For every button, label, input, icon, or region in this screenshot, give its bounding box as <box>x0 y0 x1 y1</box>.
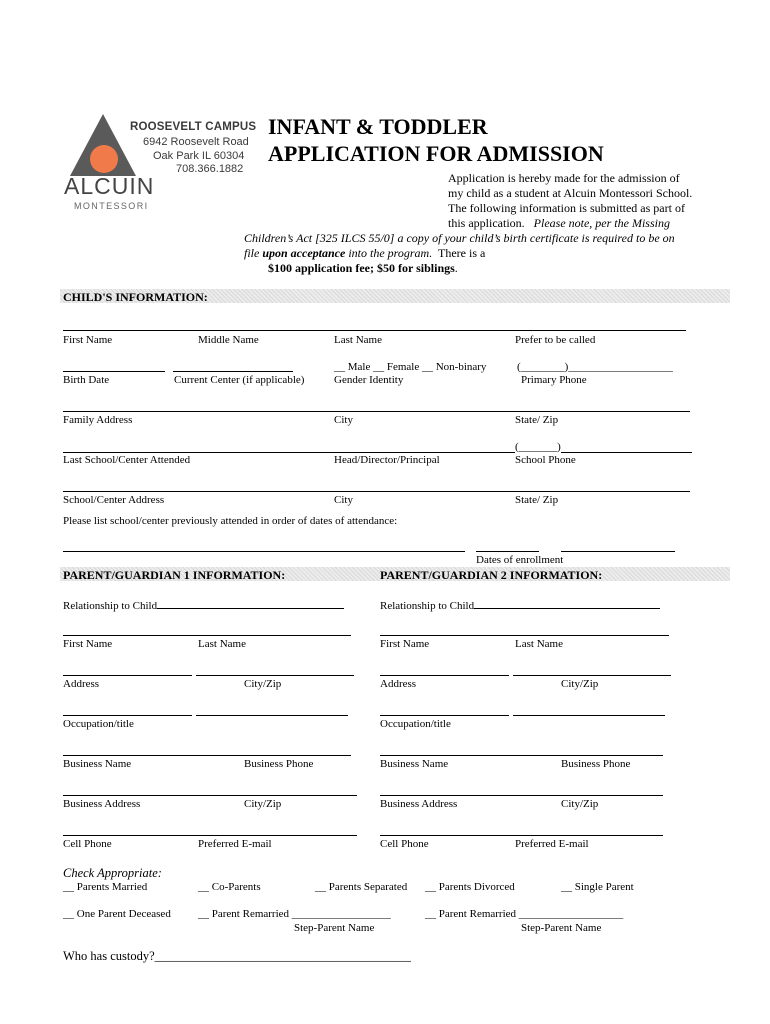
logo-subtitle: MONTESSORI <box>74 201 149 211</box>
enrollment-start-line[interactable] <box>476 551 539 552</box>
check-heading: Check Appropriate: <box>63 866 162 880</box>
parent2-relationship[interactable] <box>380 597 660 612</box>
custody-field[interactable]: Who has custody?_________________________________________ <box>63 949 411 963</box>
option-parent-remarried-2[interactable]: __ Parent Remarried ___________________ <box>425 908 624 920</box>
label-head-director: Head/Director/Principal <box>334 454 440 466</box>
label-gender-identity: Gender Identity <box>334 374 404 386</box>
label-state-zip: State/ Zip <box>515 414 559 426</box>
intro-line6 <box>244 246 485 261</box>
school-phone-line[interactable] <box>561 452 692 453</box>
label-dates-enrollment: Dates of enrollment <box>476 554 564 566</box>
parent2-label-city-zip: City/Zip <box>561 678 599 690</box>
intro-line6b: upon acceptance <box>262 246 346 260</box>
parent2-label-cell-phone: Cell Phone <box>380 838 429 850</box>
parent1-heading: PARENT/GUARDIAN 1 INFORMATION: <box>63 568 286 582</box>
school-phone-blank[interactable]: (_______) <box>515 441 561 453</box>
child-section-heading: CHILD'S INFORMATION: <box>63 290 208 304</box>
parent1-relationship-label: Relationship to Child <box>63 600 158 612</box>
intro-line3: The following information is submitted as part of <box>448 201 685 215</box>
label-last-school: Last School/Center Attended <box>63 454 191 466</box>
parent1-label-cell-phone: Cell Phone <box>63 838 112 850</box>
intro-line6c: into the program. <box>348 246 433 260</box>
primary-phone-blank[interactable]: (________)___________________ <box>517 361 673 373</box>
intro-line6a: file <box>244 246 260 260</box>
parent2-label-last-name: Last Name <box>515 638 563 650</box>
parent1-label-city-zip-2: City/Zip <box>244 798 282 810</box>
parent2-label-first-name: First Name <box>380 638 430 650</box>
parent2-cell-line[interactable] <box>380 835 663 836</box>
intro-line4 <box>448 216 670 231</box>
parent2-occupation-line-2[interactable] <box>513 715 665 716</box>
parent1-name-line[interactable] <box>63 635 351 636</box>
label-prefer: Prefer to be called <box>515 334 596 346</box>
previous-school-line[interactable] <box>63 551 465 552</box>
parent1-label-business-phone: Business Phone <box>244 758 314 770</box>
option-single-parent[interactable]: __ Single Parent <box>561 881 634 893</box>
option-parents-divorced[interactable]: __ Parents Divorced <box>425 881 515 893</box>
form-title-line2: APPLICATION FOR ADMISSION <box>268 141 604 166</box>
parent1-business-line[interactable] <box>63 755 351 756</box>
logo-phone: 708.366.1882 <box>176 163 244 175</box>
form-title-line1: INFANT & TODDLER <box>268 114 488 139</box>
child-name-line[interactable] <box>63 330 686 331</box>
parent1-relationship-field[interactable] <box>157 597 344 609</box>
parent1-label-city-zip: City/Zip <box>244 678 282 690</box>
intro-line4a: this application. <box>448 216 525 230</box>
parent1-address-line[interactable] <box>63 675 192 676</box>
logo-campus: ROOSEVELT CAMPUS <box>130 121 257 133</box>
parent1-relationship[interactable] <box>63 597 344 612</box>
last-school-line[interactable] <box>63 452 515 453</box>
logo-name: ALCUIN <box>64 173 155 199</box>
parent1-business-address-line[interactable] <box>63 795 357 796</box>
parent1-cityzip-line[interactable] <box>196 675 354 676</box>
parent1-label-business-address: Business Address <box>63 798 141 810</box>
parent2-occupation-line[interactable] <box>380 715 509 716</box>
label-state-zip-2: State/ Zip <box>515 494 559 506</box>
label-current-center: Current Center (if applicable) <box>174 374 305 386</box>
label-city-2: City <box>334 494 353 506</box>
intro-line1: Application is hereby made for the admission of <box>448 171 680 185</box>
intro-line6d: There is a <box>438 246 486 260</box>
parent1-occupation-line[interactable] <box>63 715 192 716</box>
parent2-label-address: Address <box>380 678 417 690</box>
label-primary-phone: Primary Phone <box>521 374 587 386</box>
label-first-name: First Name <box>63 334 113 346</box>
option-parents-married[interactable]: __ Parents Married <box>63 881 148 893</box>
parent1-label-first-name: First Name <box>63 638 113 650</box>
parent2-business-line[interactable] <box>380 755 663 756</box>
option-co-parents[interactable]: __ Co-Parents <box>198 881 261 893</box>
parent1-label-address: Address <box>63 678 100 690</box>
intro-line2: my child as a student at Alcuin Montessori School. <box>448 186 693 200</box>
parent1-label-last-name: Last Name <box>198 638 246 650</box>
option-one-parent-deceased[interactable]: __ One Parent Deceased <box>63 908 171 920</box>
parent2-label-email: Preferred E-mail <box>515 838 589 850</box>
label-step-parent-2: Step-Parent Name <box>521 922 602 934</box>
previous-schools-prompt: Please list school/center previously attended in order of dates of attendance: <box>63 515 398 527</box>
logo-address-line1: 6942 Roosevelt Road <box>143 136 249 148</box>
parent1-label-business-name: Business Name <box>63 758 132 770</box>
parent2-name-line[interactable] <box>380 635 669 636</box>
parent1-label-email: Preferred E-mail <box>198 838 272 850</box>
school-address-line[interactable] <box>63 491 690 492</box>
label-school-phone: School Phone <box>515 454 576 466</box>
current-center-line[interactable] <box>173 371 293 372</box>
parent2-label-business-phone: Business Phone <box>561 758 631 770</box>
label-step-parent-1: Step-Parent Name <box>294 922 375 934</box>
intro-line4b: Please note, per the Missing <box>533 216 670 230</box>
parent2-heading: PARENT/GUARDIAN 2 INFORMATION: <box>380 568 603 582</box>
parent2-label-business-address: Business Address <box>380 798 458 810</box>
parent2-relationship-field[interactable] <box>474 597 660 609</box>
parent2-label-business-name: Business Name <box>380 758 449 770</box>
label-birth-date: Birth Date <box>63 374 110 386</box>
logo-triangle-icon <box>68 112 138 178</box>
family-address-line[interactable] <box>63 411 690 412</box>
parent2-label-city-zip-2: City/Zip <box>561 798 599 810</box>
birth-date-line[interactable] <box>63 371 165 372</box>
parent1-occupation-line-2[interactable] <box>196 715 348 716</box>
label-family-address: Family Address <box>63 414 133 426</box>
parent2-cityzip-line[interactable] <box>513 675 671 676</box>
label-middle-name: Middle Name <box>198 334 259 346</box>
parent2-relationship-label: Relationship to Child <box>380 600 475 612</box>
intro-line5: Children’s Act [325 ILCS 55/0] a copy of your child’s birth certificate is required to be on <box>244 231 675 245</box>
gender-options[interactable]: __ Male __ Female __ Non-binary <box>334 361 487 373</box>
option-parent-remarried-1[interactable]: __ Parent Remarried __________________ <box>198 908 391 920</box>
parent1-cell-line[interactable] <box>63 835 357 836</box>
label-last-name: Last Name <box>334 334 382 346</box>
parent2-label-occupation: Occupation/title <box>380 718 451 730</box>
enrollment-end-line[interactable] <box>561 551 675 552</box>
label-school-address: School/Center Address <box>63 494 165 506</box>
option-parents-separated[interactable]: __ Parents Separated <box>315 881 408 893</box>
intro-fee-text: $100 application fee; $50 for siblings <box>268 261 455 275</box>
logo-circle <box>90 145 118 173</box>
parent1-label-occupation: Occupation/title <box>63 718 134 730</box>
label-city: City <box>334 414 353 426</box>
parent2-address-line[interactable] <box>380 675 509 676</box>
parent2-business-address-line[interactable] <box>380 795 663 796</box>
logo-address-line2: Oak Park IL 60304 <box>153 150 245 162</box>
intro-fee: $100 application fee; $50 for siblings. <box>268 261 458 275</box>
